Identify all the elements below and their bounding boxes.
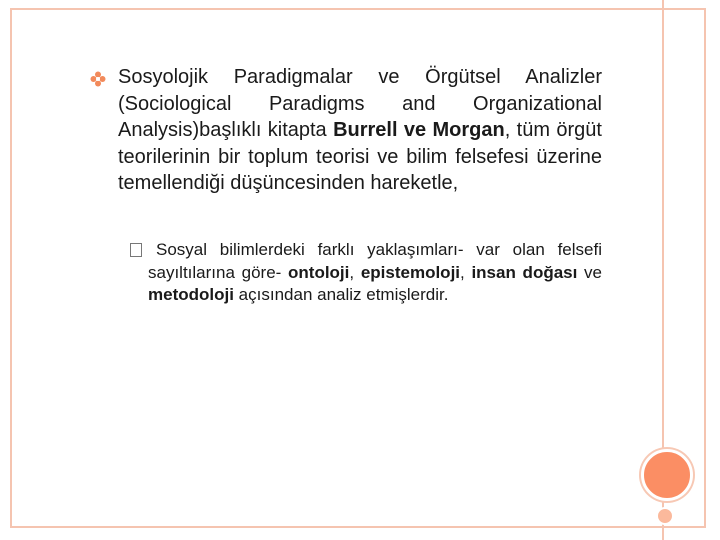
decorative-small-circle xyxy=(656,507,674,525)
term-metodoloji: metodoloji xyxy=(148,285,234,304)
separator-2: , xyxy=(460,262,472,282)
sub-text-intro: Sosyal bilimlerdeki farklı yaklaşımları- var olan felsefi sayıltılarına göre- xyxy=(148,240,602,282)
separator-1: , xyxy=(349,262,361,282)
term-epistemoloji: epistemoloji xyxy=(360,262,461,282)
separator-3: ve xyxy=(577,262,602,282)
main-text-after: , tüm örgüt teorilerinin bir toplum teorisi ve bilim felsefesi üzerine temellendiği düşüncesinden hareketle, xyxy=(118,119,602,194)
authors-bold: Burrell ve Morgan xyxy=(333,119,505,141)
sub-bullet-text xyxy=(148,239,602,307)
flower-bullet-icon xyxy=(90,71,106,87)
sub-text-end: açısından analiz etmişlerdir. xyxy=(233,285,449,304)
term-insan-dogasi: insan doğası xyxy=(471,262,578,282)
box-bullet-icon xyxy=(130,243,142,257)
decorative-large-circle xyxy=(641,449,693,501)
main-text-before: Sosyolojik Paradigmalar ve Örgütsel Analizler (Sociological Paradigms and Organizational Analysis)başlıklı kitapta xyxy=(118,66,602,141)
term-ontoloji: ontoloji xyxy=(288,262,350,282)
main-bullet-text xyxy=(118,64,602,197)
